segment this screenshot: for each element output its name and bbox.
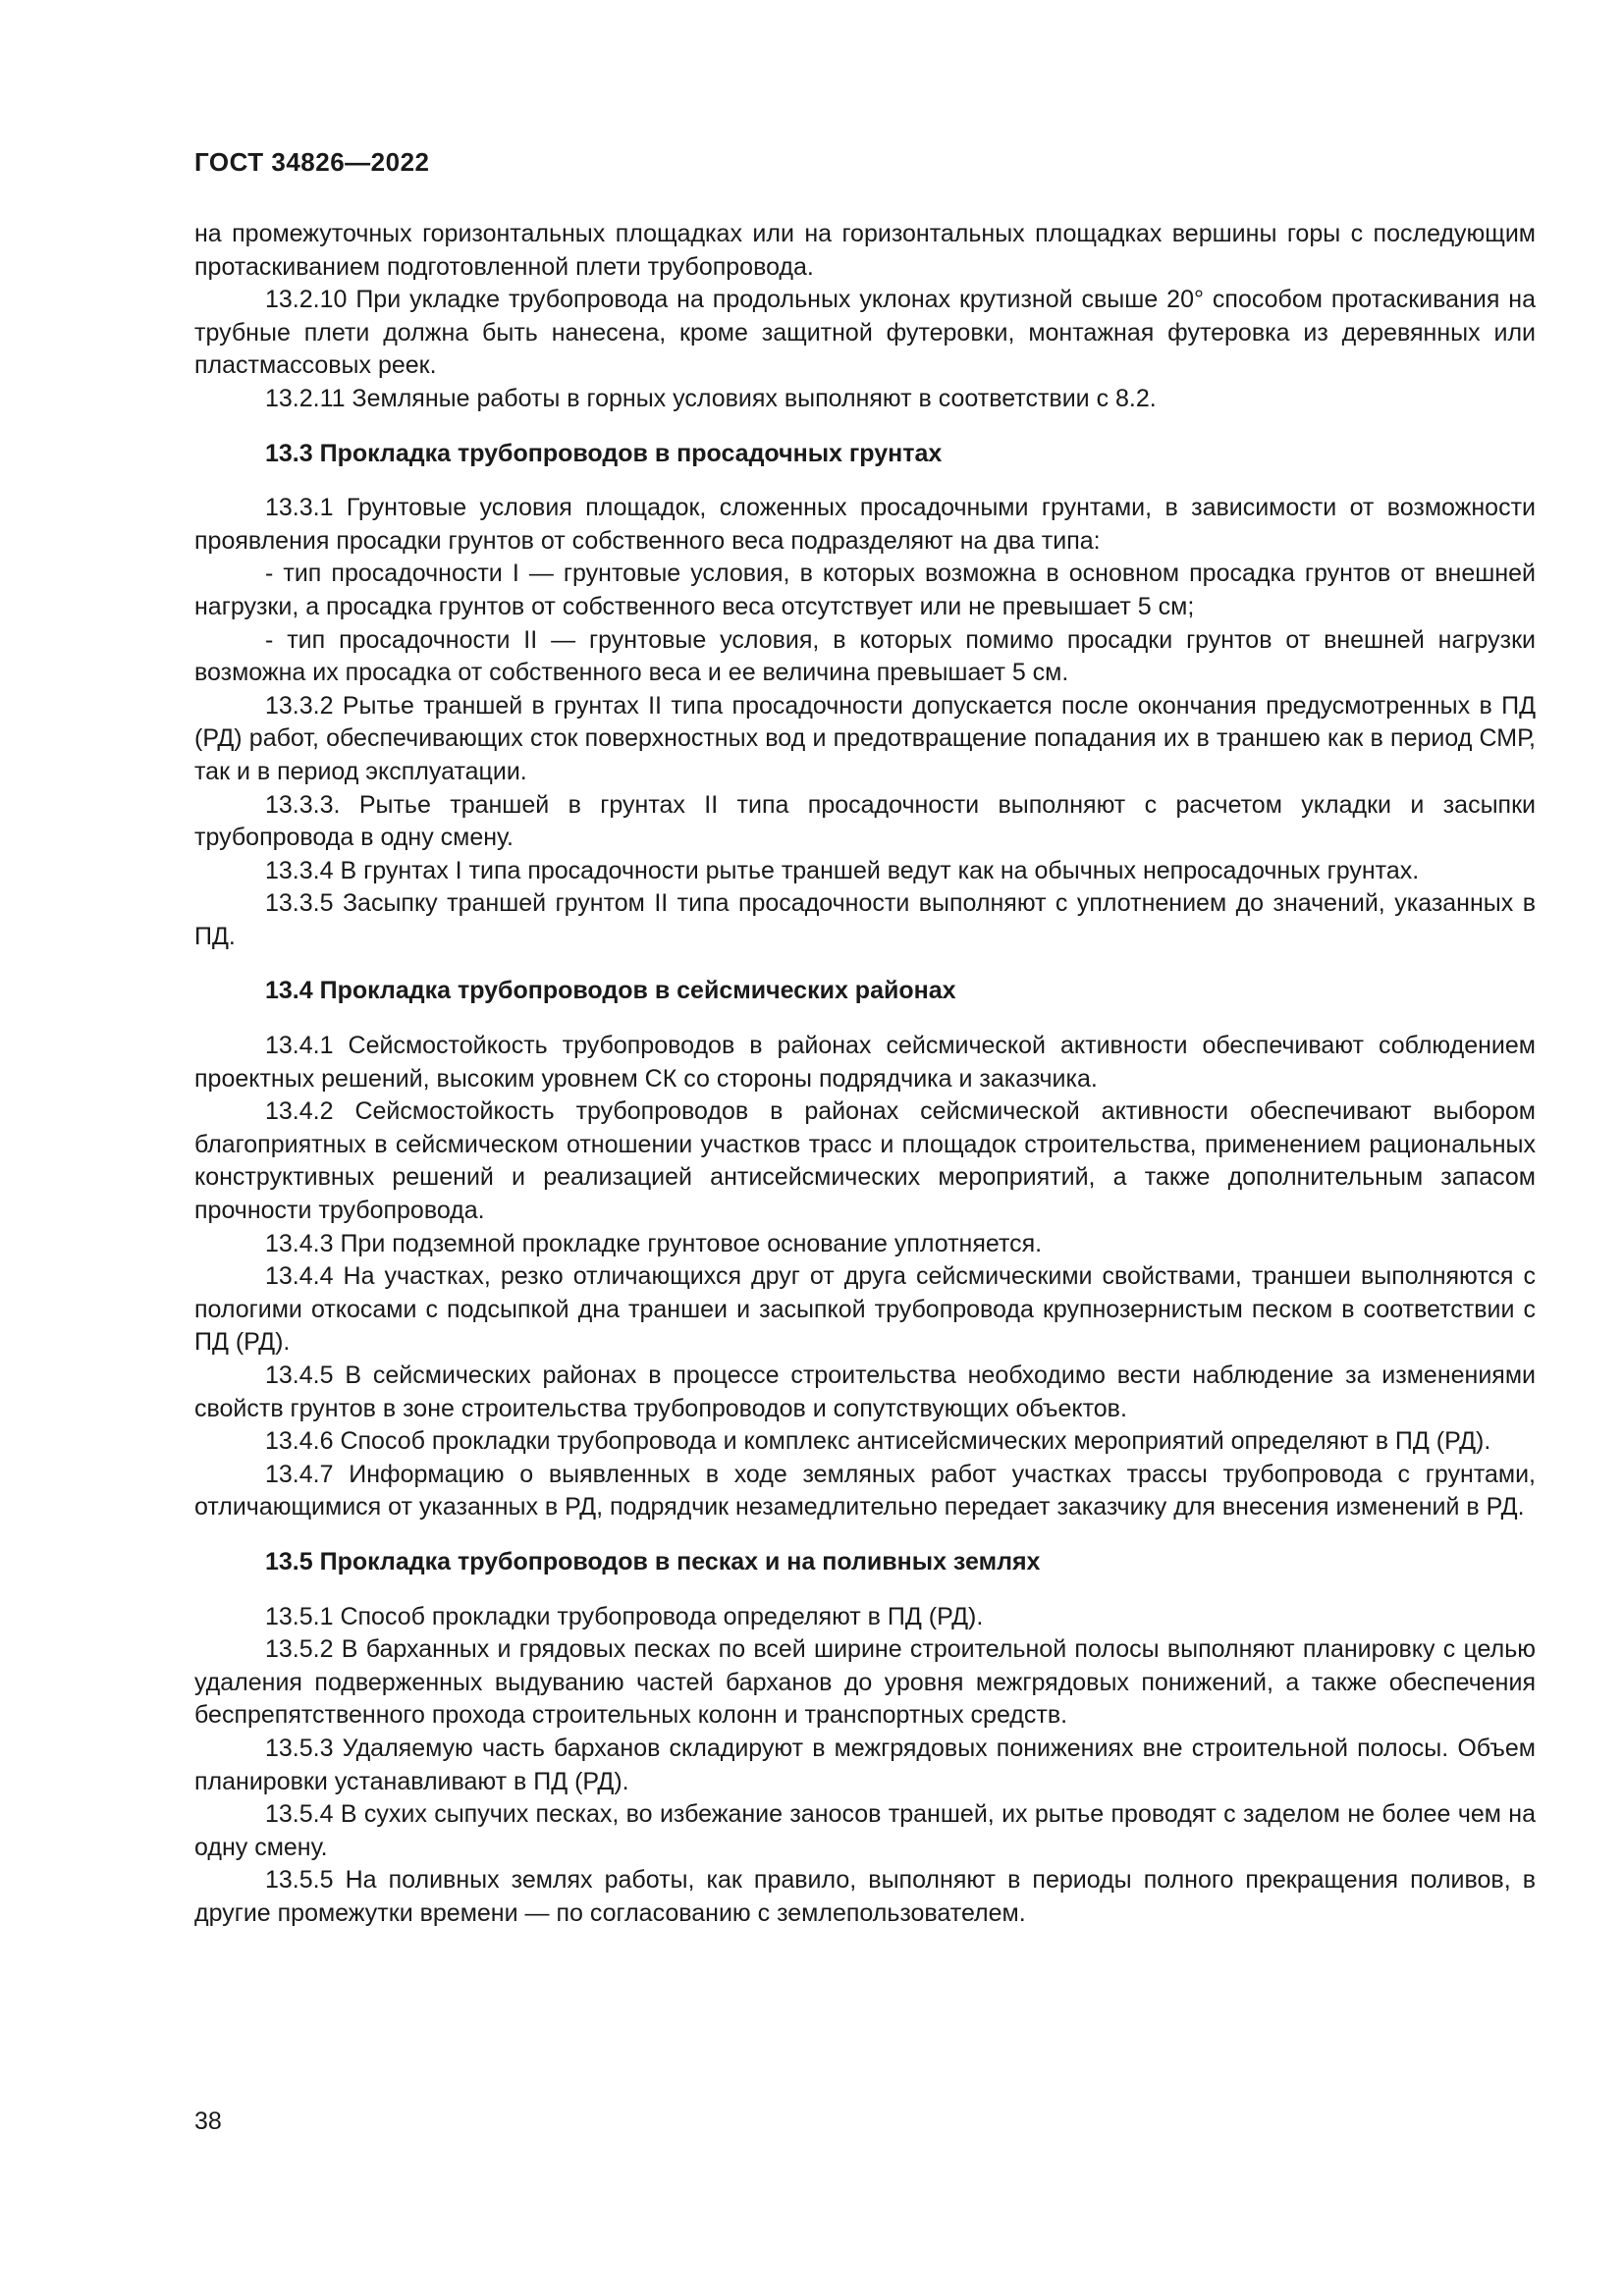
paragraph-continuation: на промежуточных горизонтальных площадках или на горизонтальных площадках вершины горы с последующим протаскиванием подготовленной плети трубопровода. bbox=[194, 220, 1536, 281]
paragraph-13-4-5: 13.4.5 В сейсмических районах в процессе строительства необходимо вести наблюдение за изменениями свойств грунтов в зоне строительства трубопроводов и сопутствующих объектов. bbox=[194, 1362, 1536, 1422]
paragraph-13-2-10: 13.2.10 При укладке трубопровода на продольных уклонах крутизной свыше 20° способом протаскивания на трубные плети должна быть нанесена, кроме защитной футеровки, монтажная футеровка из деревянных или пластмассовых реек. bbox=[194, 286, 1536, 380]
paragraph-13-3-1: 13.3.1 Грунтовые условия площадок, сложенных просадочными грунтами, в зависимости от возможности проявления просадки грунтов от собственного веса подразделяют на два типа: bbox=[194, 494, 1536, 555]
paragraph-13-3-2: 13.3.2 Рытье траншей в грунтах II типа просадочности допускается после окончания предусмотренных в ПД (РД) работ, обеспечивающих сток поверхностных вод и предотвращение попадания их в траншею как в период СМР, так и в период эксплуатации. bbox=[194, 691, 1536, 785]
section-heading-13-4: 13.4 Прокладка трубопроводов в сейсмических районах bbox=[265, 977, 956, 1005]
paragraph-13-5-4: 13.5.4 В сухих сыпучих песках, во избежание заносов траншей, их рытье проводят с заделом не более чем на одну смену. bbox=[194, 1800, 1536, 1861]
section-heading-13-3: 13.3 Прокладка трубопроводов в просадочных грунтах bbox=[265, 439, 943, 467]
paragraph-13-4-7: 13.4.7 Информацию о выявленных в ходе земляных работ участках трассы трубопровода с грунтами, отличающимися от указанных в РД, подрядчик незамедлительно передает заказчику для внесения изменений в РД. bbox=[194, 1460, 1536, 1522]
paragraph-13-4-2: 13.4.2 Сейсмостойкость трубопроводов в районах сейсмической активности обеспечивают выбором благоприятных в сейсмическом отношении участков трасс и площадок строительства, применением рациональных конструктивных решений и реализацией антисейсмических мероприятий, а также дополнительным запасом прочности трубопровода. bbox=[194, 1097, 1536, 1225]
paragraph-13-5-5: 13.5.5 На поливных землях работы, как правило, выполняют в периоды полного прекращения поливов, в другие промежутки времени — по согласованию с землепользователем. bbox=[194, 1866, 1536, 1927]
paragraph-13-5-1: 13.5.1 Способ прокладки трубопровода определяют в ПД (РД). bbox=[265, 1602, 984, 1630]
paragraph-13-4-1: 13.4.1 Сейсмостойкость трубопроводов в районах сейсмической активности обеспечивают соблюдением проектных решений, высоким уровнем СК со стороны подрядчика и заказчика. bbox=[194, 1032, 1536, 1093]
list-item-type-2: - тип просадочности II — грунтовые условия, в которых помимо просадки грунтов от внешней нагрузки возможна их просадка от собственного веса и ее величина превышает 5 см. bbox=[194, 625, 1536, 687]
paragraph-13-4-4: 13.4.4 На участках, резко отличающихся друг от друга сейсмическими свойствами, траншеи выполняются с пологими откосами с подсыпкой дна траншеи и засыпкой трубопровода крупнозернистым песком в соответствии с ПД (РД). bbox=[194, 1262, 1536, 1357]
document-code: ГОСТ 34826—2022 bbox=[194, 147, 430, 177]
document-body bbox=[194, 218, 1536, 1931]
paragraph-13-3-4: 13.3.4 В грунтах I типа просадочности рытье траншей ведут как на обычных непросадочных грунтах. bbox=[265, 856, 1420, 884]
page-number: 38 bbox=[194, 2108, 222, 2135]
paragraph-13-5-2: 13.5.2 В барханных и грядовых песках по всей ширине строительной полосы выполняют планировку с целью удаления подверженных выдуванию частей барханов до уровня межгрядовых понижений, а также обеспечения беспрепятственного прохода строительных колонн и транспортных средств. bbox=[194, 1635, 1536, 1730]
paragraph-13-4-3: 13.4.3 При подземной прокладке грунтовое основание уплотняется. bbox=[265, 1229, 1043, 1257]
paragraph-13-3-5: 13.3.5 Засыпку траншей грунтом II типа просадочности выполняют с уплотнением до значений, указанных в ПД. bbox=[194, 889, 1536, 950]
paragraph-13-3-3: 13.3.3. Рытье траншей в грунтах II типа просадочности выполняют с расчетом укладки и засыпки трубопровода в одну смену. bbox=[194, 790, 1536, 852]
list-item-type-1: - тип просадочности I — грунтовые условия, в которых возможна в основном просадка грунтов от внешней нагрузки, а просадка грунтов от собственного веса отсутствует или не превышает 5 см; bbox=[194, 560, 1536, 620]
paragraph-13-2-11: 13.2.11 Земляные работы в горных условиях выполняют в соответствии с 8.2. bbox=[265, 384, 1157, 412]
section-heading-13-5: 13.5 Прокладка трубопроводов в песках и на поливных землях bbox=[265, 1547, 1041, 1575]
paragraph-13-5-3: 13.5.3 Удаляемую часть барханов складируют в межгрядовых понижениях вне строительной полосы. Объем планировки устанавливают в ПД (РД). bbox=[194, 1734, 1536, 1795]
paragraph-13-4-6: 13.4.6 Способ прокладки трубопровода и комплекс антисейсмических мероприятий определяют в ПД (РД). bbox=[265, 1427, 1491, 1456]
